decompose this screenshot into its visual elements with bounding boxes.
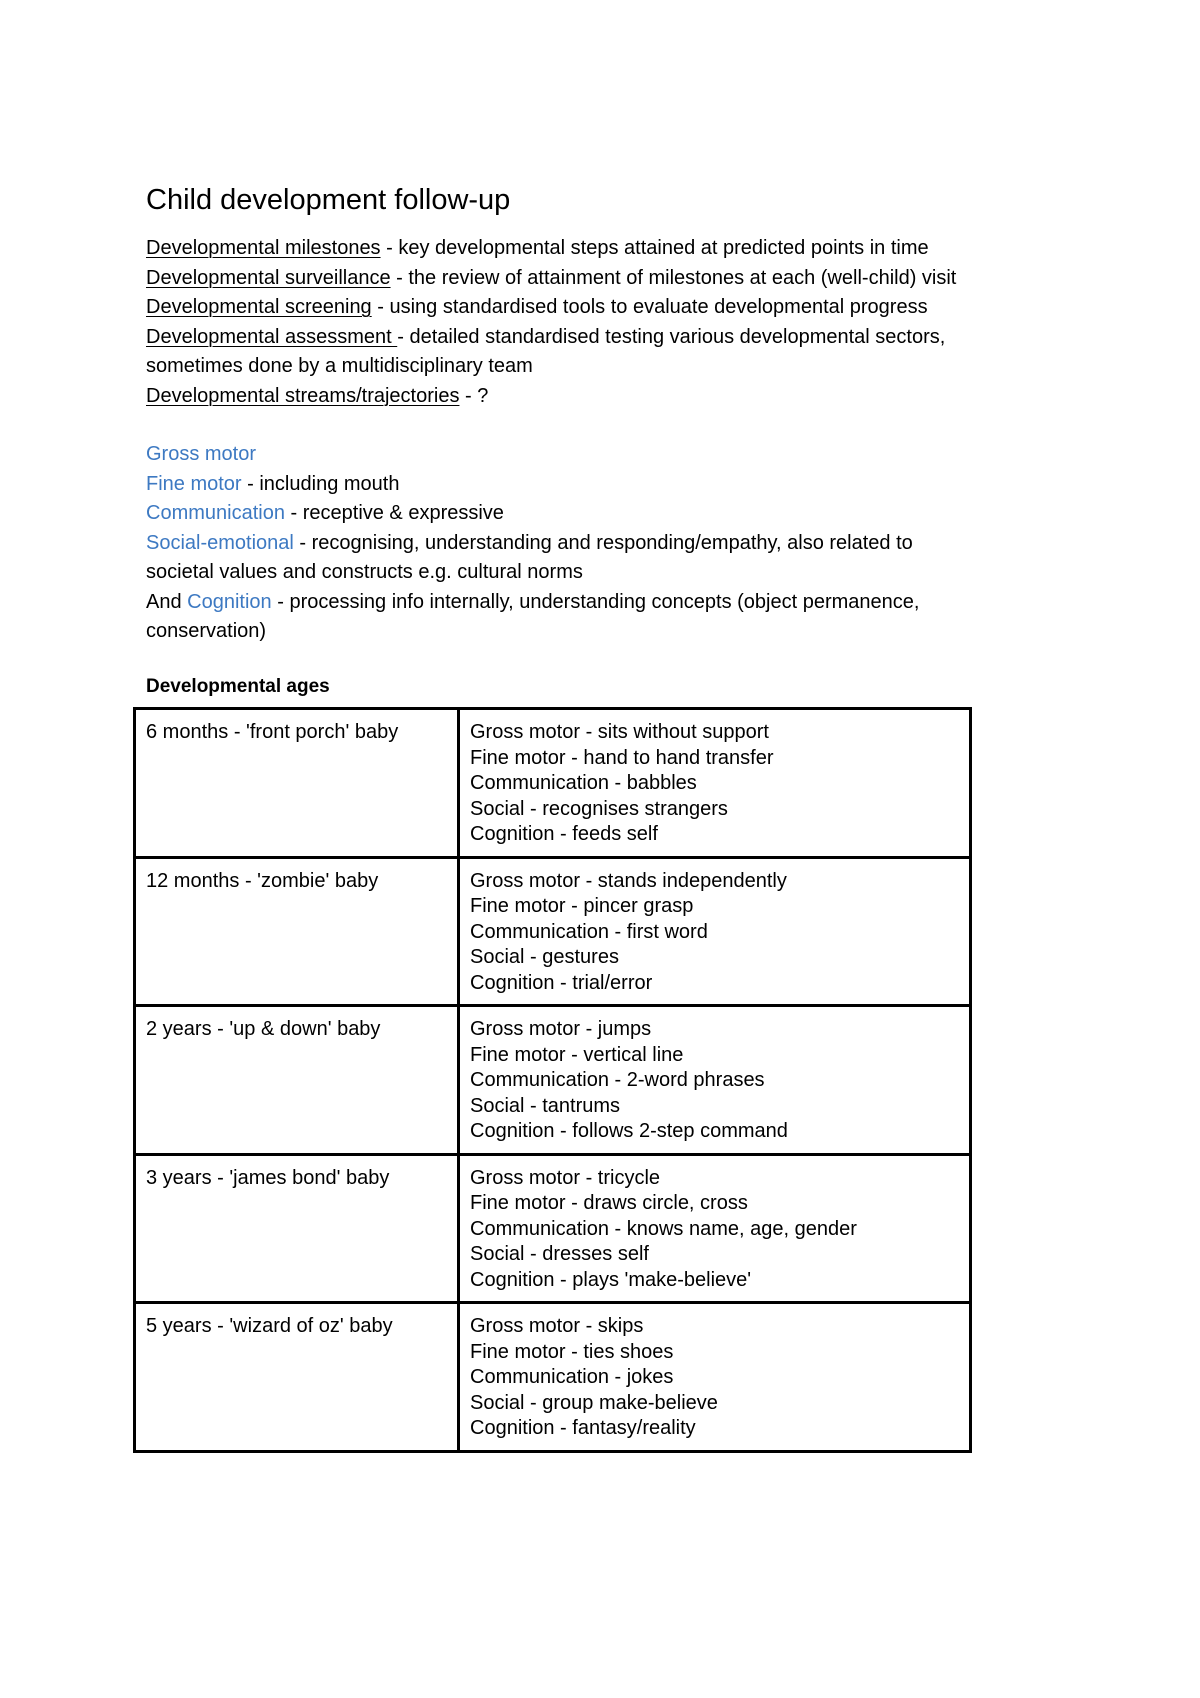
- domain-item: [146, 440, 1066, 470]
- table-row: [135, 1154, 971, 1303]
- domain-name: Fine motor: [146, 472, 242, 495]
- milestone-item: Communication - first word: [470, 920, 708, 943]
- domain-text: - receptive & expressive: [284, 502, 504, 524]
- milestone-item: Gross motor - tricycle: [470, 1166, 661, 1189]
- document-title: Child development follow-up: [146, 184, 511, 216]
- domain-continuation: societal values and constructs e.g. cultural norms: [146, 561, 583, 583]
- definitions-list: [146, 234, 1066, 411]
- milestone-item: Gross motor - sits without support: [470, 721, 769, 743]
- milestone-item: Social - group make-believe: [470, 1391, 718, 1414]
- milestone-item: Cognition - plays 'make-believe': [470, 1268, 752, 1291]
- milestones-cell: [459, 1154, 971, 1303]
- milestone-item: Social - tantrums: [470, 1094, 621, 1117]
- definition-text: - detailed standardised testing various developmental sectors,: [397, 325, 946, 348]
- age-cell: 2 years - 'up & down' baby: [135, 1006, 459, 1155]
- domain-name: Social-emotional: [146, 531, 294, 554]
- milestones-cell: [459, 1006, 971, 1155]
- definition-text: - the review of attainment of milestones at each (well-child) visit: [390, 266, 957, 289]
- domain-name: Gross motor: [146, 443, 257, 465]
- definition-term: Developmental milestones: [146, 237, 381, 259]
- domain-item: [146, 529, 1066, 559]
- document-body: [146, 180, 1066, 701]
- milestone-item: Communication - babbles: [470, 772, 697, 794]
- domain-item: [146, 588, 1066, 618]
- milestones-cell: [459, 709, 971, 858]
- milestone-item: Fine motor - draws circle, cross: [470, 1192, 748, 1214]
- age-cell: 3 years - 'james bond' baby: [135, 1154, 459, 1303]
- milestone-item: Social - gestures: [470, 946, 619, 968]
- developmental-ages-table: [133, 707, 972, 1453]
- milestone-item: Gross motor - skips: [470, 1315, 644, 1337]
- table-heading: Developmental ages: [146, 675, 330, 697]
- definition-term: Developmental assessment: [146, 325, 398, 348]
- table-row: [135, 1006, 971, 1155]
- definition-item: [146, 234, 1066, 264]
- milestone-item: Fine motor - hand to hand transfer: [470, 746, 774, 769]
- milestone-item: Fine motor - pincer grasp: [470, 895, 694, 917]
- table-row: [135, 857, 971, 1006]
- spacer: [146, 411, 1066, 440]
- milestone-item: Cognition - trial/error: [470, 971, 653, 994]
- definition-item: [146, 293, 1066, 323]
- domain-prefix: And: [146, 590, 188, 613]
- definition-continuation: sometimes done by a multidisciplinary team: [146, 355, 533, 377]
- milestone-item: Communication - jokes: [470, 1366, 674, 1388]
- domain-name: Cognition: [187, 590, 272, 613]
- domain-item: [146, 470, 1066, 500]
- definition-term: Developmental surveillance: [146, 266, 391, 289]
- milestone-item: Communication - 2-word phrases: [470, 1069, 765, 1091]
- domain-text: - processing info internally, understanding concepts (object permanence,: [271, 590, 920, 613]
- definition-text: - ?: [459, 384, 489, 407]
- domain-text: - recognising, understanding and responding/empathy, also related to: [293, 531, 913, 554]
- age-cell: 5 years - 'wizard of oz' baby: [135, 1303, 459, 1452]
- domain-name: Communication: [146, 502, 285, 524]
- table-row: [135, 1303, 971, 1452]
- definition-item: [146, 323, 1066, 353]
- milestone-item: Fine motor - ties shoes: [470, 1340, 674, 1363]
- definition-text: - using standardised tools to evaluate developmental progress: [371, 296, 928, 318]
- domain-text: - including mouth: [241, 472, 400, 495]
- definition-item: [146, 382, 1066, 412]
- definition-text: - key developmental steps attained at predicted points in time: [380, 237, 929, 259]
- age-cell: 12 months - 'zombie' baby: [135, 857, 459, 1006]
- milestone-item: Gross motor - stands independently: [470, 869, 787, 892]
- milestone-item: Cognition - follows 2-step command: [470, 1120, 788, 1142]
- milestones-cell: [459, 857, 971, 1006]
- milestone-item: Social - dresses self: [470, 1243, 649, 1265]
- milestones-cell: [459, 1303, 971, 1452]
- definition-term: Developmental screening: [146, 296, 372, 318]
- milestone-item: Gross motor - jumps: [470, 1018, 652, 1040]
- milestone-item: Fine motor - vertical line: [470, 1043, 684, 1066]
- definition-term: Developmental streams/trajectories: [146, 384, 460, 407]
- domain-item: [146, 499, 1066, 529]
- table-row: [135, 709, 971, 858]
- milestone-item: Communication - knows name, age, gender: [470, 1217, 857, 1240]
- milestone-item: Cognition - fantasy/reality: [470, 1417, 696, 1439]
- definition-item: [146, 264, 1066, 294]
- domain-continuation: conservation): [146, 620, 267, 642]
- milestone-item: Cognition - feeds self: [470, 823, 658, 845]
- milestone-item: Social - recognises strangers: [470, 797, 728, 820]
- domains-list: [146, 440, 1066, 647]
- age-cell: 6 months - 'front porch' baby: [135, 709, 459, 858]
